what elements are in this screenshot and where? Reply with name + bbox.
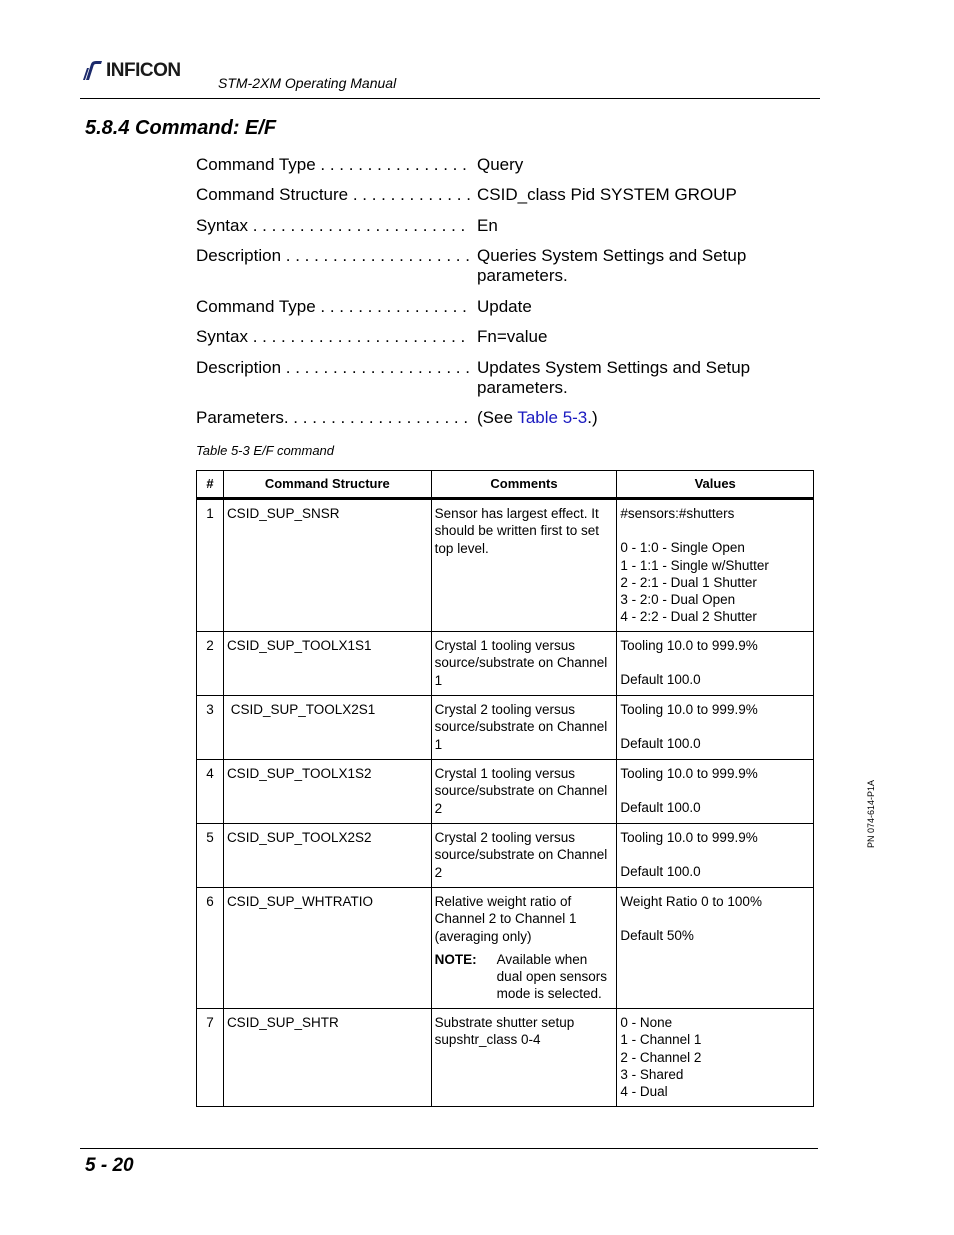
row-number: 3 bbox=[197, 696, 224, 760]
comments: Crystal 1 tooling versus source/substrate on Channel 2 bbox=[431, 760, 617, 824]
command-structure: CSID_SUP_TOOLX2S2 bbox=[223, 824, 431, 888]
values bbox=[617, 888, 814, 1009]
value-spacer bbox=[620, 910, 810, 927]
row-number: 2 bbox=[197, 632, 224, 696]
row-number: 5 bbox=[197, 824, 224, 888]
inficon-logo-icon bbox=[82, 60, 104, 82]
definition-label: Syntax . . . . . . . . . . . . . . . . . . . . . . . bbox=[196, 327, 466, 346]
value-line: 4 - Dual bbox=[620, 1084, 668, 1100]
value-spacer bbox=[620, 522, 810, 539]
see-prefix: (See bbox=[477, 408, 518, 427]
row-number: 1 bbox=[197, 499, 224, 632]
command-structure: CSID_SUP_SNSR bbox=[223, 499, 431, 632]
value-spacer bbox=[620, 718, 810, 735]
definition-value: Query bbox=[477, 155, 524, 174]
definition-value: Queries System Settings and Setup parameters. bbox=[477, 246, 747, 285]
value-line: 0 - 1:0 - Single Open bbox=[620, 540, 745, 556]
table-5-3-link[interactable]: Table 5-3 bbox=[517, 408, 588, 427]
values bbox=[617, 824, 814, 888]
note-label: NOTE: bbox=[434, 951, 477, 967]
definition-value: Fn=value bbox=[477, 327, 548, 346]
values bbox=[617, 632, 814, 696]
table-header-row bbox=[197, 471, 814, 499]
value-line: Tooling 10.0 to 999.9% bbox=[620, 766, 758, 781]
definition-value: En bbox=[477, 216, 498, 235]
comments: Crystal 1 tooling versus source/substrate on Channel 1 bbox=[431, 632, 617, 696]
value-line: Tooling 10.0 to 999.9% bbox=[620, 830, 758, 845]
comments bbox=[431, 888, 617, 1009]
comments-text: Relative weight ratio of Channel 2 to Channel 1 (averaging only) bbox=[434, 894, 577, 944]
value-line: Default 50% bbox=[620, 928, 694, 944]
value-line: 3 - Shared bbox=[620, 1066, 684, 1082]
value-line: 3 - 2:0 - Dual Open bbox=[620, 592, 736, 608]
table-row bbox=[197, 888, 814, 1009]
values bbox=[617, 696, 814, 760]
comments: Sensor has largest effect. It should be written first to set top level. bbox=[431, 499, 617, 632]
definition-value: Updates System Settings and Setup parameters. bbox=[477, 358, 751, 397]
value-line: 1 - 1:1 - Single w/Shutter bbox=[620, 557, 769, 573]
definition-value: CSID_class Pid SYSTEM GROUP bbox=[477, 185, 737, 204]
note-text: Available when dual open sensors mode is selected. bbox=[496, 951, 607, 1002]
definition-label: Command Type . . . . . . . . . . . . . . . . bbox=[196, 155, 467, 174]
table-row bbox=[197, 499, 814, 632]
table-row bbox=[197, 696, 814, 760]
table-row bbox=[197, 760, 814, 824]
note bbox=[435, 951, 614, 1003]
command-structure: CSID_SUP_SHTR bbox=[223, 1009, 431, 1107]
command-structure: CSID_SUP_WHTRATIO bbox=[223, 888, 431, 1009]
value-line: 0 - None bbox=[620, 1015, 673, 1030]
ef-command-table bbox=[196, 470, 814, 1107]
definition-value: Update bbox=[477, 297, 532, 316]
table-caption: Table 5-3 E/F command bbox=[196, 443, 335, 458]
value-line: Tooling 10.0 to 999.9% bbox=[620, 702, 758, 717]
value-spacer bbox=[620, 654, 810, 671]
column-header-number: # bbox=[197, 471, 224, 499]
row-number: 7 bbox=[197, 1009, 224, 1107]
value-line: 2 - Channel 2 bbox=[620, 1049, 702, 1065]
inficon-logo bbox=[82, 60, 181, 82]
brand-name: INFICON bbox=[106, 60, 181, 81]
comments: Crystal 2 tooling versus source/substrate on Channel 1 bbox=[431, 696, 617, 760]
value-line: Default 100.0 bbox=[620, 864, 701, 880]
value-spacer bbox=[620, 846, 810, 863]
row-number: 4 bbox=[197, 760, 224, 824]
value-line: 1 - Channel 1 bbox=[620, 1032, 702, 1048]
table-row bbox=[197, 1009, 814, 1107]
definition-label: Description . . . . . . . . . . . . . . . . . . . . bbox=[196, 246, 470, 265]
value-line: 4 - 2:2 - Dual 2 Shutter bbox=[620, 609, 757, 625]
page-number: 5 - 20 bbox=[85, 1155, 134, 1176]
comments: Crystal 2 tooling versus source/substrate on Channel 2 bbox=[431, 824, 617, 888]
value-line: Weight Ratio 0 to 100% bbox=[620, 894, 762, 909]
column-header-structure: Command Structure bbox=[223, 471, 431, 499]
definition-label: Command Type . . . . . . . . . . . . . . . . bbox=[196, 297, 467, 316]
value-line: Default 100.0 bbox=[620, 736, 701, 752]
value-line: #sensors:#shutters bbox=[620, 506, 735, 521]
section-title: 5.8.4 Command: E/F bbox=[85, 117, 277, 139]
value-line: Tooling 10.0 to 999.9% bbox=[620, 638, 758, 653]
footer-divider bbox=[80, 1148, 818, 1149]
header-divider bbox=[80, 98, 820, 99]
values bbox=[617, 760, 814, 824]
definition-label: Syntax . . . . . . . . . . . . . . . . . . . . . . . bbox=[196, 216, 466, 235]
values bbox=[617, 499, 814, 632]
value-spacer bbox=[620, 782, 810, 799]
command-structure: CSID_SUP_TOOLX2S1 bbox=[223, 696, 431, 760]
definition-value bbox=[477, 408, 807, 428]
definition-label: Parameters. . . . . . . . . . . . . . . . . . . . bbox=[196, 408, 469, 427]
definition-label: Description . . . . . . . . . . . . . . . . . . . . bbox=[196, 358, 470, 377]
value-line: Default 100.0 bbox=[620, 800, 701, 816]
see-suffix: .) bbox=[587, 408, 598, 427]
command-structure: CSID_SUP_TOOLX1S2 bbox=[223, 760, 431, 824]
comments: Substrate shutter setup supshtr_class 0-4 bbox=[431, 1009, 617, 1107]
table-row bbox=[197, 824, 814, 888]
manual-title: STM-2XM Operating Manual bbox=[218, 75, 397, 91]
definition-label: Command Structure . . . . . . . . . . . . . bbox=[196, 185, 471, 204]
column-header-comments: Comments bbox=[431, 471, 617, 499]
row-number: 6 bbox=[197, 888, 224, 1009]
values bbox=[617, 1009, 814, 1107]
table-row bbox=[197, 632, 814, 696]
command-structure: CSID_SUP_TOOLX1S1 bbox=[223, 632, 431, 696]
part-number: PN 074-614-P1A bbox=[866, 779, 876, 848]
column-header-values: Values bbox=[617, 471, 814, 499]
value-line: 2 - 2:1 - Dual 1 Shutter bbox=[620, 574, 757, 590]
value-line: Default 100.0 bbox=[620, 672, 701, 688]
